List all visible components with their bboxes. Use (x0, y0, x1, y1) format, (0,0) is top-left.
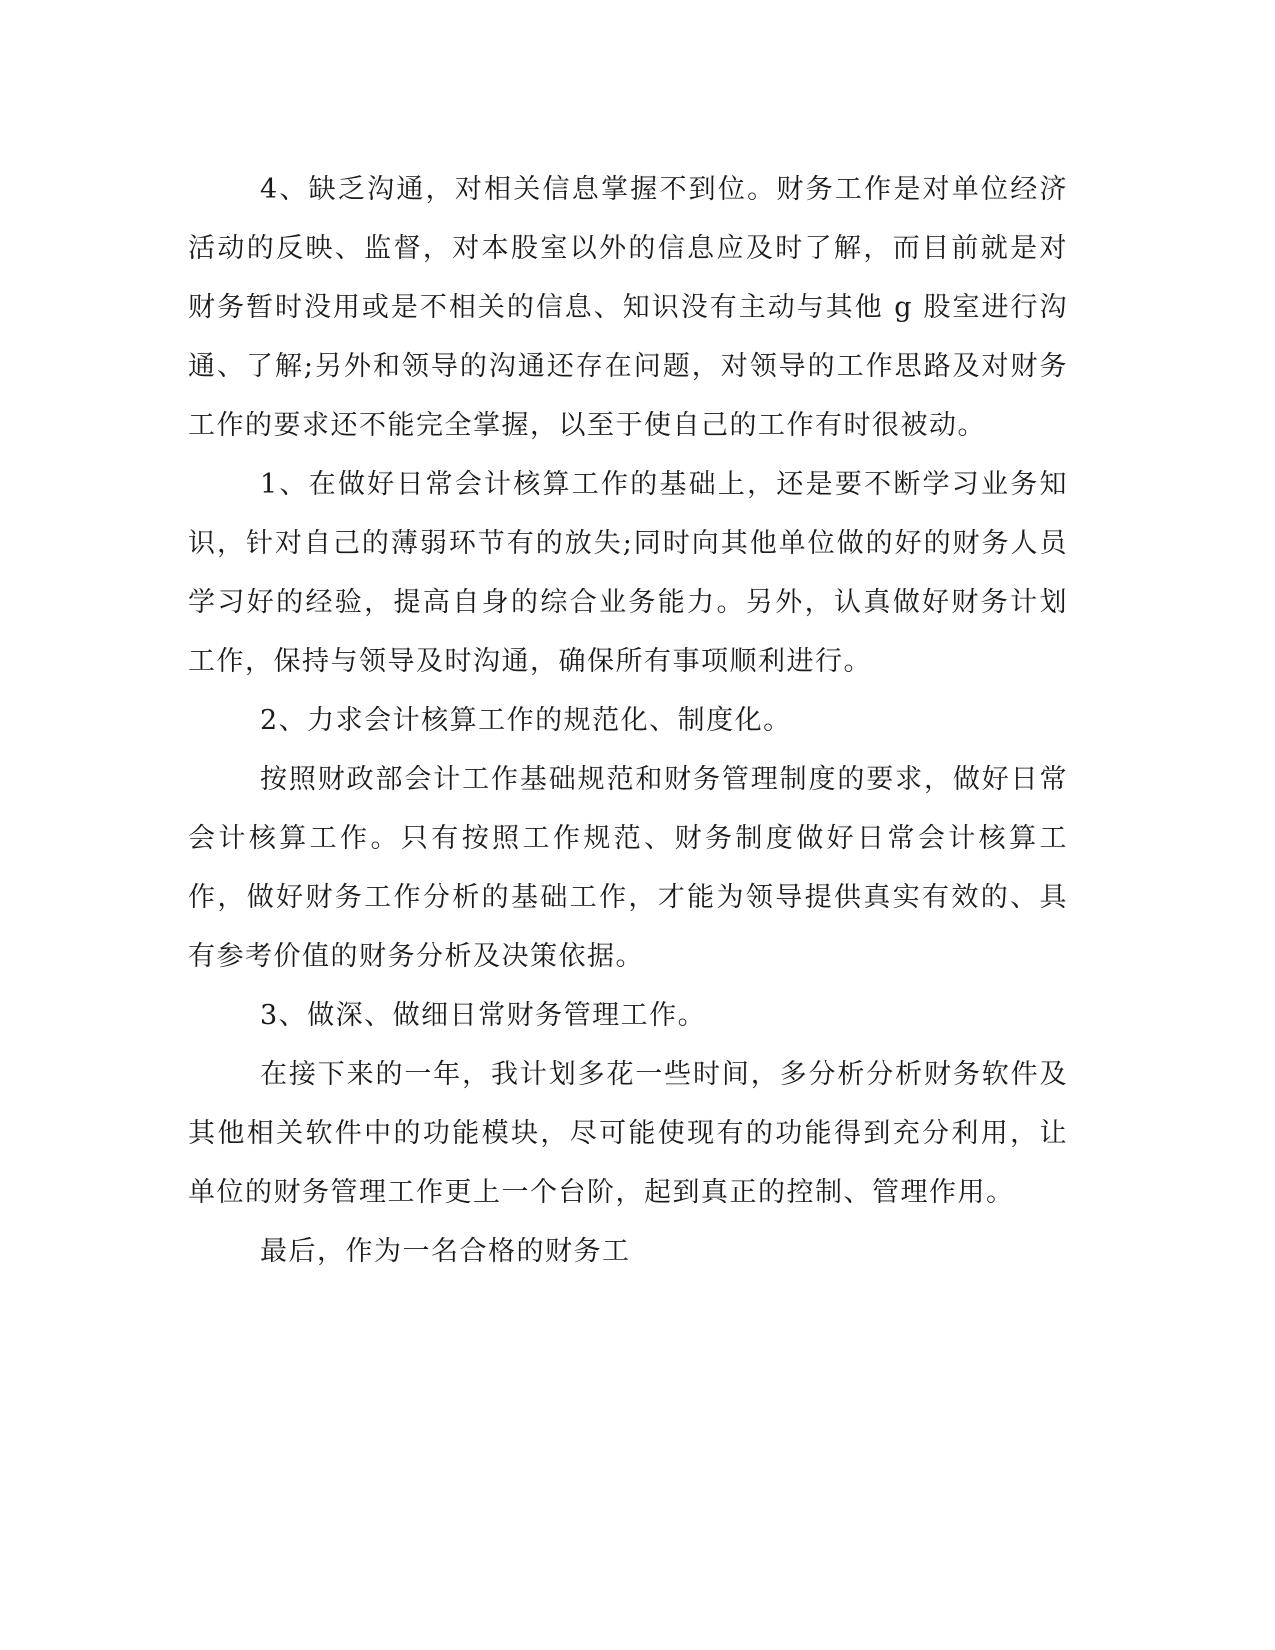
paragraph-plan-1-learning: 1、在做好日常会计核算工作的基础上，还是要不断学习业务知识，针对自己的薄弱环节有的放失;同时向其他单位做的好的财务人员学习好的经验，提高自身的综合业务能力。另外，认真做好财务计划工作，保持与领导及时沟通，确保所有事项顺利进行。 (188, 469, 1068, 677)
paragraph-communication-issue: 4、缺乏沟通，对相关信息掌握不到位。财务工作是对单位经济活动的反映、监督，对本股室以外的信息应及时了解，而目前就是对财务暂时没用或是不相关的信息、知识没有主动与其他 g 股室进行沟通、了解;另外和领导的沟通还存在问题，对领导的工作思路及对财务工作的要求还不能完全掌握，以至于使自己的工作有时很被动。 (188, 174, 1068, 441)
paragraph-plan-2-detail: 按照财政部会计工作基础规范和财务管理制度的要求，做好日常会计核算工作。只有按照工作规范、财务制度做好日常会计核算工作，做好财务工作分析的基础工作，才能为领导提供真实有效的、具有参考价值的财务分析及决策依据。 (188, 764, 1068, 972)
paragraph-plan-3-detail: 在接下来的一年，我计划多花一些时间，多分析分析财务软件及其他相关软件中的功能模块，尽可能使现有的功能得到充分利用，让单位的财务管理工作更上一个台阶，起到真正的控制、管理作用。 (188, 1059, 1068, 1208)
paragraph-plan-3-heading: 3、做深、做细日常财务管理工作。 (260, 1000, 707, 1031)
paragraph-plan-2-heading: 2、力求会计核算工作的规范化、制度化。 (260, 705, 792, 736)
document-body (188, 160, 1068, 1281)
paragraph-closing: 最后，作为一名合格的财务工 (260, 1236, 631, 1267)
